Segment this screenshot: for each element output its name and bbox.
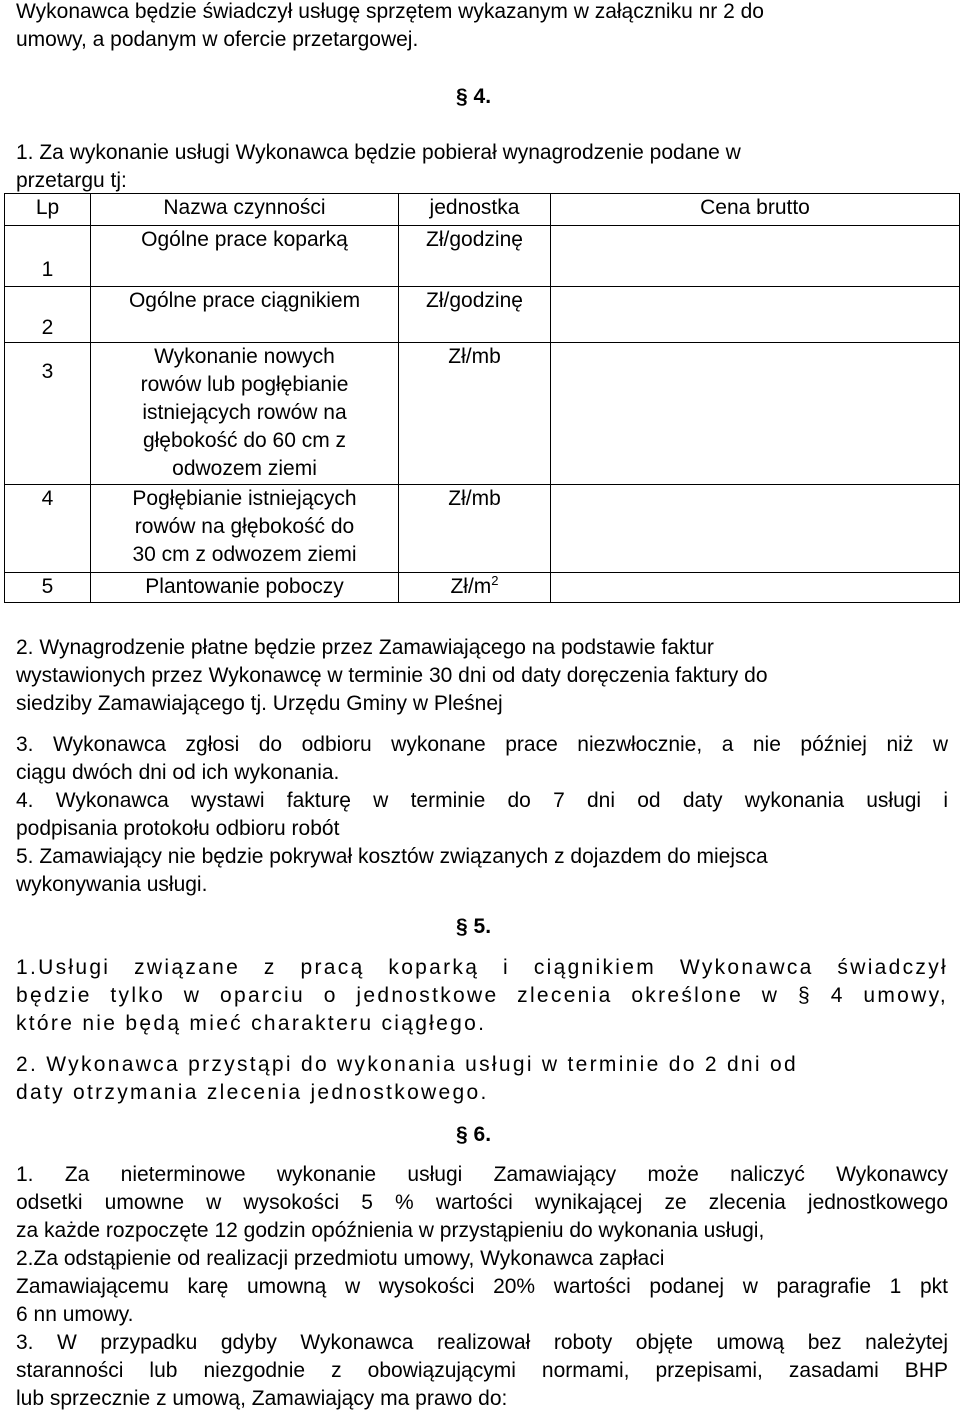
table-header-name: Nazwa czynności: [91, 194, 399, 226]
section-5-p1-line-2: będzie tylko w oparciu o jednostkowe zlecenia określone w § 4 umowy,: [16, 984, 948, 1007]
section-5-p2-line-2: daty otrzymania zlecenia jednostkowego.: [16, 1081, 489, 1104]
table-row: [5, 287, 960, 343]
table-cell-lp: 1: [5, 226, 91, 287]
table-cell-name-line: rowów na głębokość do: [134, 515, 355, 538]
table-cell-name-line: głębokość do 60 cm z: [142, 429, 347, 452]
table-header-row: [5, 194, 960, 226]
table-cell-name-line: Wykonanie nowych: [154, 345, 335, 368]
table-cell-unit: Zł/godzinę: [399, 226, 551, 287]
table-cell-lp: 2: [5, 287, 91, 343]
table-cell-unit: Zł/mb: [399, 343, 551, 485]
section-6-p3-line-3: lub sprzecznie z umową, Zamawiający ma prawo do:: [16, 1387, 508, 1410]
section-6-p1-line-2: odsetki umowne w wysokości 5 % wartości wynikającej ze zlecenia jednostkowego: [16, 1191, 948, 1214]
table-cell-unit: Zł/mb: [399, 485, 551, 573]
table-row: [5, 485, 960, 573]
table-cell-price: [551, 287, 960, 343]
table-row: [5, 573, 960, 603]
section-6-p3-line-1: 3. W przypadku gdyby Wykonawca realizował roboty objęte umową bez należytej: [16, 1331, 948, 1354]
table-cell-name-line: istniejących rowów na: [142, 401, 347, 424]
table-cell-price: [551, 485, 960, 573]
unit-superscript: 2: [491, 573, 499, 588]
p5-line-1: 5. Zamawiający nie będzie pokrywał kosztów związanych z dojazdem do miejsca: [16, 845, 768, 868]
section-6-p1-line-1: 1. Za nieterminowe wykonanie usługi Zamawiający może naliczyć Wykonawcy: [16, 1163, 948, 1186]
table-cell-name-line: 30 cm z odwozem ziemi: [132, 543, 357, 566]
table-header-lp: Lp: [5, 194, 91, 226]
p2-line-1: 2. Wynagrodzenie płatne będzie przez Zamawiającego na podstawie faktur: [16, 636, 714, 659]
section-5-p1-line-3: które nie będą mieć charakteru ciągłego.: [16, 1012, 487, 1035]
intro-line-2: umowy, a podanym w ofercie przetargowej.: [16, 28, 419, 51]
section-4-p1-line-1: 1. Za wykonanie usługi Wykonawca będzie pobierał wynagrodzenie podane w: [16, 141, 741, 164]
table-row: [5, 226, 960, 287]
table-header-unit: jednostka: [399, 194, 551, 226]
table-cell-unit: Zł/godzinę: [399, 287, 551, 343]
services-price-table: [4, 193, 960, 603]
section-5-heading: § 5.: [456, 915, 492, 938]
p3-line-2: ciągu dwóch dni od ich wykonania.: [16, 761, 340, 784]
section-6-p2-line-2: Zamawiającemu karę umowną w wysokości 20% wartości podanej w paragrafie 1 pkt: [16, 1275, 948, 1298]
table-cell-price: [551, 573, 960, 603]
section-5-p2-line-1: 2. Wykonawca przystąpi do wykonania usługi w terminie do 2 dni od: [16, 1053, 798, 1076]
table-cell-lp: 4: [5, 485, 91, 573]
table-cell-name-line: odwozem ziemi: [172, 457, 317, 480]
table-row: [5, 343, 960, 485]
table-cell-name: Plantowanie poboczy: [91, 573, 399, 603]
intro-line-1: Wykonawca będzie świadczył usługę sprzętem wykazanym w załączniku nr 2 do: [16, 0, 764, 23]
p2-line-2: wystawionych przez Wykonawcę w terminie 30 dni od daty doręczenia faktury do: [16, 664, 768, 687]
section-6-p2-line-3: 6 nn umowy.: [16, 1303, 134, 1326]
table-cell-price: [551, 226, 960, 287]
p4-line-1: 4. Wykonawca wystawi fakturę w terminie do 7 dni od daty wykonania usługi i: [16, 789, 948, 812]
unit-text: Zł/m: [450, 575, 492, 598]
p3-line-1: 3. Wykonawca zgłosi do odbioru wykonane prace niezwłocznie, a nie później niż w: [16, 733, 948, 756]
table-cell-name-line: Pogłębianie istniejących: [132, 487, 357, 510]
table-cell-name: Ogólne prace koparką: [91, 226, 399, 287]
p2-line-3: siedziby Zamawiającego tj. Urzędu Gminy w Pleśnej: [16, 692, 503, 715]
table-header-price: Cena brutto: [551, 194, 960, 226]
table-cell-name: [91, 485, 399, 573]
section-4-p1-line-2: przetargu tj:: [16, 169, 127, 192]
table-cell-name-line: rowów lub pogłębianie: [140, 373, 349, 396]
table-cell-unit: [399, 573, 551, 603]
p4-line-2: podpisania protokołu odbioru robót: [16, 817, 340, 840]
section-4-heading: § 4.: [456, 85, 492, 108]
table-cell-price: [551, 343, 960, 485]
section-6-heading: § 6.: [456, 1123, 492, 1146]
section-6-p1-line-3: za każde rozpoczęte 12 godzin opóźnienia w przystąpieniu do wykonania usługi,: [16, 1219, 765, 1242]
table-cell-name: Ogólne prace ciągnikiem: [91, 287, 399, 343]
section-6-p2-line-1: 2.Za odstąpienie od realizacji przedmiotu umowy, Wykonawca zapłaci: [16, 1247, 665, 1270]
table-cell-lp: 5: [5, 573, 91, 603]
section-6-p3-line-2: staranności lub niezgodnie z obowiązującymi normami, przepisami, zasadami BHP: [16, 1359, 948, 1382]
table-cell-lp: 3: [5, 343, 91, 485]
p5-line-2: wykonywania usługi.: [16, 873, 208, 896]
section-5-p1-line-1: 1.Usługi związane z pracą koparką i ciągnikiem Wykonawca świadczył: [16, 956, 948, 979]
table-cell-name: [91, 343, 399, 485]
